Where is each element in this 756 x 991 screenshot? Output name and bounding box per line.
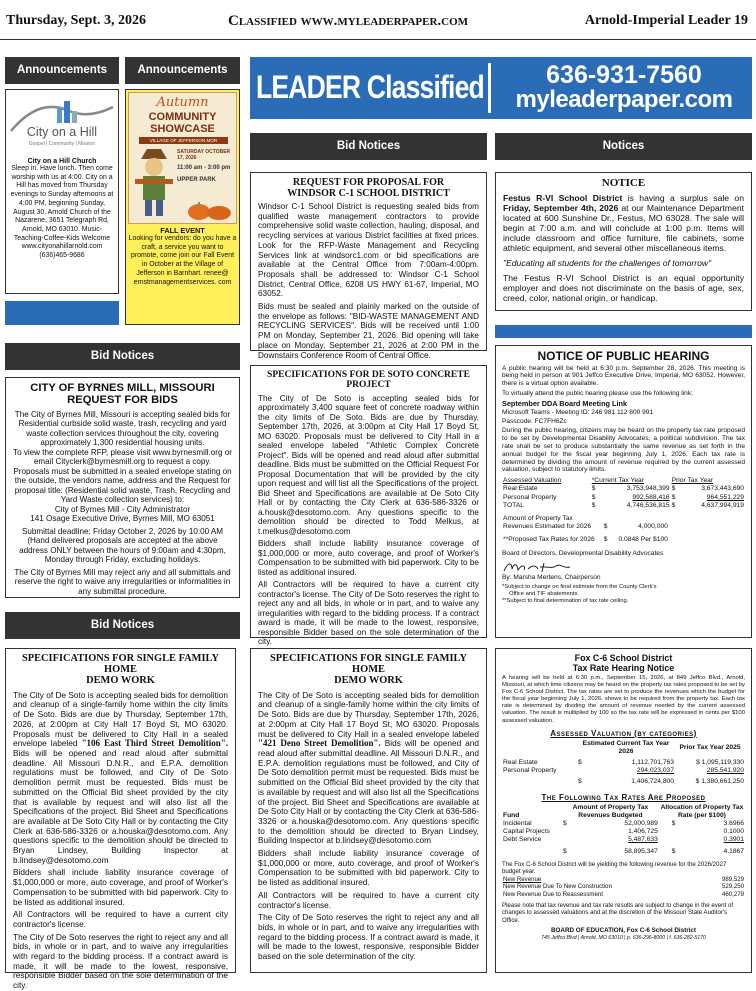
table-cell: 4,746,536,815 <box>626 501 670 509</box>
demo421-text-2: Bids will be opened and read aloud after submittal deadline. All Missouri D.N.R., and E.P.A. demolition regulations must be followed, and City of De Soto demolition permit must be requested. Bids must be submitted on the Official Bid sheet provided by the city that is available by request and will also list all the Specifications of the project. Bid Sheet and Specifications are available at De Soto City Hall or by contacting the City Clerk at 636-586-3326 or a.houska@desotomo.com. Any questions specific to the demolition should be directed to Bryan Lindsey, Building Inspector at b.lindsey@desotomo.com <box>258 738 479 846</box>
church-body: Sleep in. Have lunch. Then come worship with us at 4:00. City on a Hill has moved from Thursday evenings to Sunday afternoons at 4:00 PM, beginning Sunday, August 30. Arnold Church of the Nazarene, 3651 Telegraph Rd, Arnold, MO 63010. Music-Teaching-Coffee-Kids Welcome www.cityonahillarnold.com (636)465-9686 <box>10 165 114 260</box>
table-cell: Incidental <box>503 820 532 828</box>
fox-revenue-table <box>502 876 745 898</box>
demo-421-deno-street-notice <box>250 648 487 973</box>
demo106-title-2: DEMO WORK <box>86 674 155 686</box>
table-cell: 460,279 <box>721 890 744 898</box>
page-header <box>0 0 756 40</box>
col-header: Prior Tax Year 2025 <box>679 743 741 751</box>
table-cell: Capital Projects <box>503 828 550 836</box>
fox-p2: The Fox C-6 School District will be yielding the following revenue for the 2026/2027 budget year. <box>502 860 727 876</box>
table-cell: TOTAL <box>503 501 524 509</box>
city-on-a-hill-ad <box>5 89 119 294</box>
poster-title-1: Autumn <box>156 95 209 110</box>
table-cell: 992,588,416 <box>632 493 670 501</box>
demo421-p3: All Contractors will be required to have a current city contractor's license. <box>258 889 479 910</box>
demo421-label: "421 Deno Street Demolition". <box>258 738 381 749</box>
bid-notices-heading-3: Bid Notices <box>5 612 240 639</box>
poster-title-2: COMMUNITY <box>148 111 217 123</box>
byrnes-p5: 141 Osage Executive Drive, Byrnes Mill, MO 63051 <box>30 514 215 523</box>
table-cell: New Revenue <box>503 875 542 883</box>
byrnes-p1: The City of Byrnes Mill, Missouri is accepting sealed bids for Residential curbside solid waste, trash, recycling and yard waste collection services throughout the city, covering approximately 1,300 residential housing units. <box>14 409 231 447</box>
table-cell: New Revenue Due to Reassessment <box>503 890 603 898</box>
banner-phone: 636-931-7560 <box>546 61 702 89</box>
fox-c6-tax-notice <box>495 648 752 973</box>
church-logo <box>9 93 115 151</box>
hearing-p1: A public hearing will be held at 6:30 p.m. September 28, 2026. This meeting is being held in person at 901 Jeffco Executive Drive, Imperial, MO 63052. However, there is a virtual option available. <box>502 364 745 388</box>
table-row <box>502 828 745 836</box>
festus-date: Friday, September 4th, 2026 <box>503 202 619 213</box>
table-row <box>502 883 745 890</box>
windsor-title-1: REQUEST FOR PROPOSAL FOR <box>292 177 445 188</box>
table-cell <box>659 836 677 844</box>
desoto-concrete-notice <box>250 365 487 647</box>
demo421-title-2: DEMO WORK <box>334 674 403 686</box>
announcements-heading-2: Announcements <box>125 57 240 84</box>
table-cell: 4,637,994,919 <box>701 501 744 509</box>
table-cell: $ <box>671 493 676 501</box>
fox-address: 745 Jeffco Blvd | Arnold, MO 63010 | p. 636-296-8000 | f. 636-282-5170 <box>541 935 706 942</box>
rate-value: 0.0848 Per $100 <box>618 536 668 544</box>
table-cell: Real Estate <box>503 485 538 493</box>
table-row <box>502 876 745 883</box>
festus-surplus-notice <box>495 172 752 311</box>
byrnes-title-1: CITY OF BYRNES MILL, MISSOURI <box>30 382 215 394</box>
demo421-p4: The City of De Soto reserves the right to reject any and all bids, in whole or in part, and to waive any irregularities with regard to the bidding process. If a contract award is made, it will be made to the lowest, responsive, responsible Bidder based on the sole determination of the city. <box>258 912 479 962</box>
table-cell: 5,487,633 <box>628 836 658 844</box>
table-cell: $ <box>563 847 567 855</box>
demo106-label: "106 East Third Street Demolition". <box>81 738 228 749</box>
table-row <box>502 820 745 828</box>
demo106-p3: All Contractors will be required to have a current city contractor's license. <box>13 909 228 929</box>
notices-heading: Notices <box>495 133 752 160</box>
section-title: Classified www.myleaderpaper.com <box>228 13 469 29</box>
public-hearing-notice <box>495 345 752 638</box>
festus-text-1: is having a surplus sale on <box>622 192 744 203</box>
demo421-title-1: SPECIFICATIONS FOR SINGLE FAMILY HOME <box>270 653 467 675</box>
church-logo-sub: Gospel | Community | Mission <box>28 141 96 147</box>
table-row <box>502 502 745 510</box>
hearing-p2: To virtually attend the public hearing please use the following link: <box>502 389 693 397</box>
table-cell: 1,112,701,763 <box>631 759 674 767</box>
windsor-title-2: WINDSOR C-1 SCHOOL DISTRICT <box>287 187 450 199</box>
byrnes-mill-rfb-notice <box>5 377 240 598</box>
hearing-board: Board of Directors, Developmental Disability Advocates <box>502 549 664 557</box>
table-row <box>502 836 745 844</box>
table-cell: $ <box>591 501 596 509</box>
table-cell: Real Estate <box>503 759 538 767</box>
demo-106-east-third-notice <box>5 648 236 991</box>
table-cell: 989,529 <box>721 875 744 883</box>
poster-place: UPPER PARK <box>177 177 216 183</box>
table-cell: $ <box>603 536 608 544</box>
table-row <box>502 767 745 775</box>
col-header: Allocation of Property Tax Rate (per $100) <box>660 803 744 819</box>
table-row <box>502 759 745 767</box>
demo106-text-2: Bids will be opened and read aloud after submittal deadline. All Missouri D.N.R., and E.P.A. demolition regulations must be followed, and City of De Soto demolition permit must be requested. Bids must be submitted on the Official Bid sheet provided by the city that is available by request and will also list all the Specifications of the project. Bid Sheet and Specifications are available at De Soto City Hall or by contacting the City Clerk at 636-586-3326 or a.houska@desotomo.com. Any questions specific to the demolition should be directed to Bryan Lindsey, Building Inspector at b.lindsey@desotomo.com <box>13 747 228 865</box>
fall-event-ad <box>125 89 240 325</box>
concrete-title: SPECIFICATIONS FOR DE SOTO CONCRETE PROJECT <box>267 370 470 390</box>
table-cell: 1,406,724,800 <box>631 778 674 786</box>
fall-body: Looking for vendors: do you have a craft, a service you want to promote, come join our Fall Event in October at the Village of Jefferson in Barnhart. renee@ ernstmanagementservices. com <box>128 235 237 286</box>
table-cell: Personal Property <box>503 767 557 775</box>
col-header: Fund <box>503 811 520 819</box>
table-row <box>502 494 745 502</box>
poster-time: 11:00 am - 3:00 pm <box>177 165 231 171</box>
table-cell: 3,673,443,690 <box>701 485 744 493</box>
table-cell <box>577 767 588 775</box>
fox-title-2: Tax Rate Hearing Notice <box>572 663 675 673</box>
table-cell: 1,406,725 <box>628 828 658 836</box>
church-logo-text: City on a Hill <box>26 125 98 139</box>
fox-rates-heading: The Following Tax Rates Are Proposed <box>541 792 706 802</box>
blue-filler-left <box>5 301 119 325</box>
table-cell: $ 1,095,119,330 <box>696 759 744 767</box>
fall-heading: FALL EVENT <box>160 226 205 235</box>
table-cell: $ <box>603 523 608 531</box>
demo106-text-1: The City of De Soto is accepting sealed bids for demolition and cleanup of a single-family home within the city limits of De Soto. Bids are due by Thursday, September 17th, 2026, at 2:00pm at City Hall 17 Boyd St, MO 63020. Proposals must be delivered to City Hall in a sealed envelope labeled <box>13 689 228 749</box>
table-cell: Debt Service <box>503 836 542 844</box>
revenue-label-2: Revenues Estimated for 2026 <box>503 523 592 531</box>
table-cell: $ <box>578 759 582 767</box>
table-cell: 4.1867 <box>723 847 744 855</box>
fox-rates-table <box>502 804 745 856</box>
table-cell: 3,753,948,399 <box>626 485 670 493</box>
festus-title: NOTICE <box>601 177 646 189</box>
table-cell: 294,023,037 <box>636 767 674 775</box>
table-cell: $ <box>671 485 676 493</box>
table-row <box>502 485 745 493</box>
hearing-footnote-3: **Subject to final determination of tax rate ceiling. <box>502 598 629 605</box>
table-cell: $ <box>671 501 676 509</box>
col-header: Estimated Current Tax Year 2026 <box>582 739 670 755</box>
demo106-p4: The City of De Soto reserves the right to reject any and all bids, in whole or in part, and to waive any irregularities with regard to the bidding process. If a contract award is made, it will be made to the lowest, responsive, responsible Bidder based on the sole determination of the city. <box>13 931 228 991</box>
fox-av-heading: Assessed Valuation (by categories) <box>550 728 697 738</box>
banner-logo: LEADER Classified <box>256 69 484 105</box>
issue-date: Thursday, Sept. 3, 2026 <box>6 13 147 28</box>
table-cell: 0.1000 <box>723 828 744 836</box>
table-cell: $ 1,380,661,250 <box>695 778 744 786</box>
table-row <box>502 848 745 856</box>
byrnes-p6: Submittal deadline: Friday October 2, 2026 by 10:00 AM (Hand delivered proposals are accepted at the above address ONLY between the hours of 9:00am and 4:30pm, Monday through Friday, excluding holidays. <box>19 526 226 564</box>
hearing-meeting-link: September DDA Board Meeting Link <box>502 398 628 408</box>
fox-valuation-table <box>502 740 745 787</box>
byrnes-p7: The City of Byrnes Mill may reject any and all submittals and reserve the right to waive any irregularities or informalities in any submittal procedure. <box>14 567 231 596</box>
festus-district: Festus R-VI School District <box>503 192 623 203</box>
hearing-valuation-table <box>502 477 745 510</box>
table-cell: $ <box>578 778 582 786</box>
windsor-p1: Windsor C-1 School District is requesting sealed bids from qualified waste management contractors to provide comprehensive solid waste collection, hauling, disposal, and recycling services at various District facilities at fixed prices. Look for the RFP-Waste Management and Recycling Services link at windsorc1.com or bid specifications are available at the Central Office from 7:00am-4:00pm. Proposals shall be addressed to: Windsor C-1 School District, Central Office, 6208 US HWY 61-67, Imperial, MO 63052. <box>258 202 479 299</box>
byrnes-p4: City of Byrnes Mill - City Administrator <box>54 504 191 514</box>
byrnes-title-2: REQUEST FOR BIDS <box>67 393 178 406</box>
banner-website: myleaderpaper.com <box>515 86 733 113</box>
festus-motto: "Educating all students for the challenges of tomorrow" <box>503 257 712 268</box>
fall-poster <box>128 92 237 224</box>
table-cell: 52,000,989 <box>624 820 658 828</box>
col-header: Amount of Property Tax Revenues Budgeted <box>572 803 649 819</box>
announcements-heading-1: Announcements <box>5 57 119 84</box>
revenue-label-1: Amount of Property Tax <box>503 514 573 522</box>
paper-name-page: Arnold-Imperial Leader 19 <box>584 13 748 28</box>
table-cell: 529,250 <box>721 883 744 891</box>
table-cell: $ <box>591 485 596 493</box>
col-header: Assessed Valuation <box>503 477 562 485</box>
demo106-title-1: SPECIFICATIONS FOR SINGLE FAMILY HOME <box>22 653 219 675</box>
table-cell: 964,551,229 <box>706 493 744 501</box>
chairperson-signature <box>502 560 572 574</box>
table-cell: $ <box>671 847 676 855</box>
table-cell <box>659 828 677 836</box>
table-cell: Personal Property <box>503 493 557 501</box>
concrete-p1: The City of De Soto is accepting sealed bids for approximately 3,400 square feet of concrete roadway within the city limits of De Soto. Bids are due by Thursday, September 17th, 2026, at 3:00pm at City Hall 17 Boyd St, MO 63020. Proposals must be delivered to City Hall in a sealed envelope labeled "Athletic Complex Concrete Project". Bids will be opened and read aloud after submittal deadline. Bids must be submitted on the Official Request For Proposal Documentation that will be provided by the city upon request and will list all the Specifications of the project. Bid Sheet and Specifications are available at De Soto City Hall or by contacting the City Clerk at 636-586-3326 or a.housk@desotomo.com. Any questions specific to the demolition should be directed to Todd Melkus, at t.melkus@desotomo.com <box>258 393 479 536</box>
bid-notices-heading-2: Bid Notices <box>5 343 240 370</box>
demo106-p2: Bidders shall include liability insurance coverage of $1,000,000 or more, auto coverage, and proof of Worker's Compensation to be submitted with bid paperwork. City to be listed as additional insured. <box>13 867 228 907</box>
windsor-rfp-notice <box>250 172 487 360</box>
fox-p1: A hearing will be held at 6:30 p.m., September 15, 2026, at 849 Jeffco Blvd., Arnold, Missouri, at which time citizens may be heard on the property tax rates proposed to be set by Fox C-6 School District. The tax rates are set to produce the revenues which the budget for the fiscal year beginning July 1, 2026, shows to be required from the property tax. Each tax rate is determined by dividing the amount of revenue needed by the current assessed valuation. The result is multiplied by 100 so the tax rate will be expressed in cents per $100 assessed valuation. <box>502 675 745 724</box>
table-cell <box>562 836 575 844</box>
table-cell: 58,895,347 <box>624 847 658 855</box>
rate-label: **Proposed Tax Rates for 2026 <box>503 536 595 544</box>
windsor-p2: Bids must be sealed and plainly marked on the outside of the envelope as follows: "BID-WASTE MANAGEMENT AND RECYCLING SERVICES". Bids will be received until 1:00 PM on Monday, September 21, 2026. Bid opening will take place on Monday, September 21, 2026 at 2:00 PM in the Downstairs Conference Room of Central Office. <box>258 302 479 360</box>
table-cell: 285,541,920 <box>706 767 744 775</box>
byrnes-p2: To view the complete RFP, please visit www.byrnesmill.org or email Cityclerk@byrnesmill.org to request a copy. <box>13 447 232 466</box>
scarecrow-icon <box>133 147 175 219</box>
festus-text-2: at our Maintenance Department located at 600 Sunshine Dr., Festus, MO 63028. The sale will begin at 7:00 a.m. and will conclude at 1:00 p.m. Items will include classroom and office furniture, file cabinets, some athletic equipment, and several other miscellaneous items. <box>503 202 745 253</box>
table-cell: $ <box>671 820 676 828</box>
byrnes-p3: Proposals must be submitted in a sealed envelope stating on the outside, the vendors name, address and the Request for proposal title: (Residential solid waste, Trash, Recycling and Yard Waste collection services) to: <box>13 466 232 504</box>
table-cell: $ <box>591 493 596 501</box>
poster-title-3: SHOWCASE <box>150 123 215 135</box>
table-cell: 0.3901 <box>723 836 744 844</box>
festus-equal-opportunity: The Festus R-VI School District is an equal opportunity employer and does not discriminate on the basis of age, sex, creed, color, national origin, or handicap. <box>503 272 744 303</box>
hearing-revenue-table <box>502 515 669 545</box>
hearing-meeting-id: Microsoft Teams - Meeting ID: 246 981 112 800 991 <box>502 408 654 416</box>
revenue-value: 4,000,000 <box>638 523 668 531</box>
table-row <box>502 891 745 898</box>
hearing-title: NOTICE OF PUBLIC HEARING <box>537 349 710 363</box>
table-cell: New Revenue Due To New Construction <box>503 883 612 891</box>
hearing-footnote-2: Office and TIF abatements. <box>509 591 580 598</box>
fox-title-1: Fox C-6 School District <box>574 653 673 663</box>
table-row <box>502 778 745 786</box>
col-header: Prior Tax Year <box>671 477 714 485</box>
col-header: *Current Tax Year <box>591 477 644 485</box>
fox-p3: Please note that tax revenue and tax rate results are subject to change in the event of changes to assessed valuations and at the discretion of the Missouri State Auditor's Office. <box>502 901 734 924</box>
table-cell: $ <box>563 820 567 828</box>
table-cell: 3.6966 <box>723 820 744 828</box>
banner-divider <box>488 63 491 113</box>
fox-board: BOARD OF EDUCATION, Fox C-6 School District <box>550 927 697 935</box>
poster-sub: VILLAGE OF JEFFERSON MOR <box>139 137 228 144</box>
hearing-chairperson: By: Marsha Mertens, Chairperson <box>502 574 601 582</box>
hearing-footnote-1: *Subject to change on final estimate from the County Clerk's <box>502 584 657 591</box>
concrete-p2: Bidders shall include liability insurance coverage of $1,000,000 or more, auto coverage, and proof of Worker's Compensation to be submitted with bid paperwork. City to be listed as additional insured. <box>258 539 479 577</box>
blue-filler-right <box>495 325 752 338</box>
concrete-p3: All Contractors will be required to have a current city contractor's license. The City of De Soto reserves the right to reject any and all bids, in whole or in part, and to waive any irregularities with regard to the bidding process. If a contract award is made, it will be made to the lowest, responsive, responsible Bidder based on the sole determination of the city. <box>258 580 479 647</box>
hearing-p6: During the public hearing, citizens may be heard on the property tax rate proposed to be set by Developmental Disability Advocates, a political subdivision. The tax rate shall be set to produce substantially the same revenue as set forth in the annual budget for the fiscal year beginning July 1, 2026. Each tax rate is determined by dividing the amount of revenue required by the current assessed valuation, subject to statutory limits. <box>502 427 745 474</box>
leader-classified-banner <box>250 57 752 119</box>
table-cell <box>562 828 575 836</box>
church-title: City on a Hill Church <box>27 158 97 165</box>
pumpkins-icon <box>187 197 233 221</box>
hearing-passcode: Passcode: FC7FH6Zc <box>502 417 567 425</box>
demo421-text-1: The City of De Soto is accepting sealed bids for demolition and cleanup of a single-family home within the city limits of De Soto. Bids are due by Thursday, September 17th, 2026, at 2:00pm at City Hall 17 Boyd St, MO 63020. Proposals must be delivered to City Hall in a sealed envelope labeled <box>258 689 479 739</box>
bid-notices-heading-1: Bid Notices <box>250 133 487 160</box>
demo421-p2: Bidders shall include liability insurance coverage of $1,000,000 or more, auto coverage, and proof of Worker's Compensation to be submitted with bid paperwork. City to be listed as additional insured. <box>258 848 479 888</box>
poster-date: SATURDAY OCTOBER 17, 2026 <box>177 149 231 161</box>
